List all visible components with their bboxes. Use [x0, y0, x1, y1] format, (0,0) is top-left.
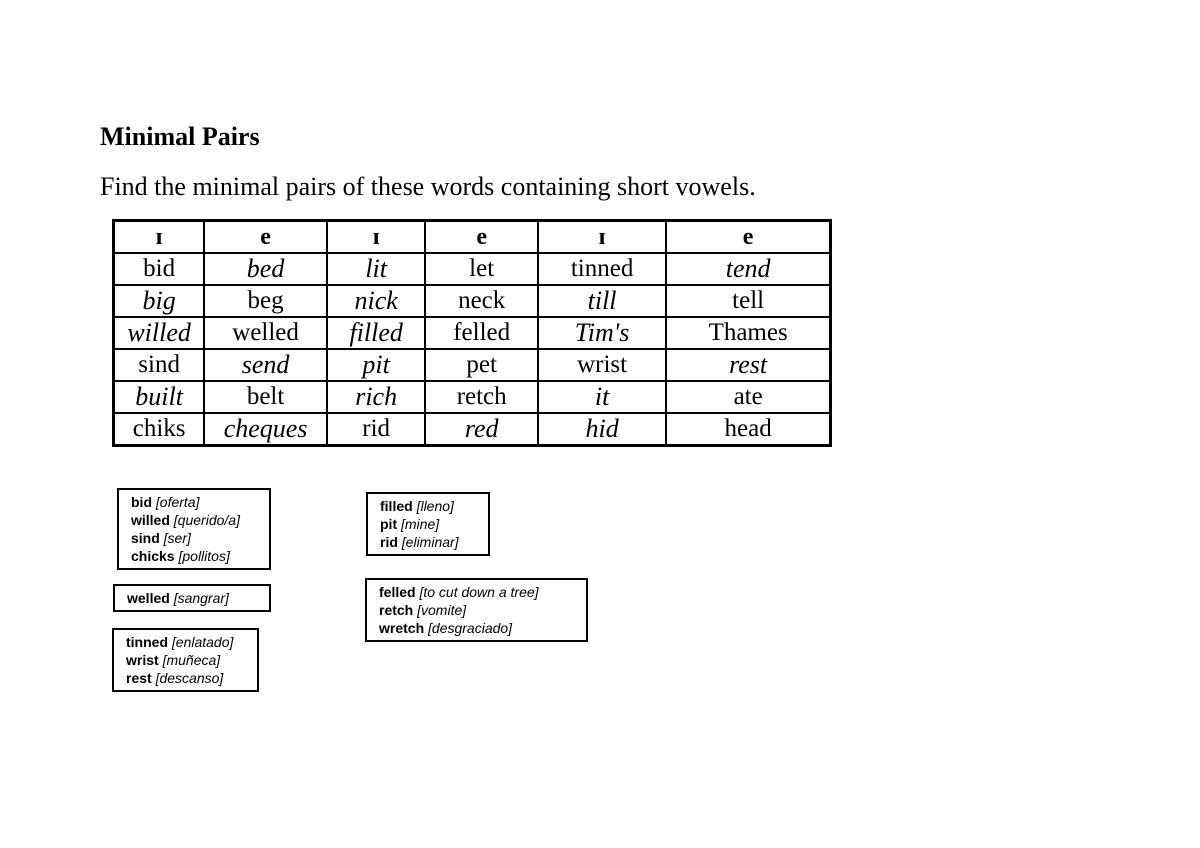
table-cell: rid [327, 413, 426, 446]
table-cell: beg [204, 285, 327, 317]
glossary-translation: [descanso] [155, 670, 224, 686]
glossary-word: rid [380, 534, 398, 550]
glossary-entry [127, 589, 259, 607]
table-row [114, 349, 831, 381]
column-header: e [204, 221, 327, 254]
table-cell: bid [114, 253, 205, 285]
table-cell: bed [204, 253, 327, 285]
glossary-word: welled [127, 590, 170, 606]
glossary-entry [379, 583, 576, 601]
glossary-translation: [pollitos] [178, 548, 230, 564]
glossary-translation: [lleno] [416, 498, 454, 514]
column-header: ɪ [114, 221, 205, 254]
glossary-word: willed [131, 512, 170, 528]
glossary-entry [131, 547, 259, 565]
table-cell: tinned [538, 253, 666, 285]
instructions: Find the minimal pairs of these words containing short vowels. [100, 172, 756, 201]
table-cell: hid [538, 413, 666, 446]
glossary-entry [131, 493, 259, 511]
glossary-word: felled [379, 584, 416, 600]
table-cell: welled [204, 317, 327, 349]
glossary-word: wretch [379, 620, 425, 636]
glossary-translation: [ser] [163, 530, 191, 546]
table-cell: Tim's [538, 317, 666, 349]
glossary-translation: [enlatado] [171, 634, 234, 650]
glossary-box [366, 492, 490, 556]
table-cell: sind [114, 349, 205, 381]
table-row [114, 317, 831, 349]
glossary-translation: [desgraciado] [428, 620, 513, 636]
table-cell: red [425, 413, 537, 446]
column-header: ɪ [538, 221, 666, 254]
glossary-entry [379, 619, 576, 637]
table-cell: pet [425, 349, 537, 381]
table-cell: built [114, 381, 205, 413]
table-cell: retch [425, 381, 537, 413]
table-row [114, 253, 831, 285]
table-cell: pit [327, 349, 426, 381]
table-cell: nick [327, 285, 426, 317]
glossary-translation: [sangrar] [173, 590, 229, 606]
glossary-entry [380, 497, 478, 515]
column-header: ɪ [327, 221, 426, 254]
table-cell: rich [327, 381, 426, 413]
table-cell: neck [425, 285, 537, 317]
glossary-entry [379, 601, 576, 619]
glossary-word: wrist [126, 652, 159, 668]
table-cell: belt [204, 381, 327, 413]
table-header-row [114, 221, 831, 254]
glossary-translation: [muñeca] [162, 652, 221, 668]
table-cell: wrist [538, 349, 666, 381]
table-cell: tell [666, 285, 830, 317]
table-cell: tend [666, 253, 830, 285]
page-title: Minimal Pairs [100, 122, 260, 151]
table-cell: head [666, 413, 830, 446]
table-row [114, 413, 831, 446]
glossary-word: tinned [126, 634, 168, 650]
table-row [114, 381, 831, 413]
table-cell: till [538, 285, 666, 317]
glossary-entry [380, 533, 478, 551]
table-cell: willed [114, 317, 205, 349]
glossary-translation: [to cut down a tree] [419, 584, 539, 600]
table-cell: Thames [666, 317, 830, 349]
table-cell: rest [666, 349, 830, 381]
table-cell: cheques [204, 413, 327, 446]
table-cell: chiks [114, 413, 205, 446]
glossary-translation: [eliminar] [401, 534, 459, 550]
glossary-word: sind [131, 530, 160, 546]
glossary-word: filled [380, 498, 413, 514]
table-cell: let [425, 253, 537, 285]
glossary-word: rest [126, 670, 152, 686]
table-cell: send [204, 349, 327, 381]
glossary-word: pit [380, 516, 398, 532]
table-cell: big [114, 285, 205, 317]
glossary-translation: [querido/a] [173, 512, 240, 528]
column-header: e [666, 221, 830, 254]
minimal-pairs-table [112, 219, 832, 447]
table-cell: it [538, 381, 666, 413]
glossary-word: bid [131, 494, 152, 510]
glossary-word: retch [379, 602, 414, 618]
glossary-box [117, 488, 271, 570]
glossary-translation: [vomite] [417, 602, 467, 618]
glossary-word: chicks [131, 548, 175, 564]
glossary-entry [126, 669, 247, 687]
table-row [114, 285, 831, 317]
table-cell: felled [425, 317, 537, 349]
column-header: e [425, 221, 537, 254]
glossary-entry [131, 529, 259, 547]
glossary-box [113, 584, 271, 612]
table-cell: ate [666, 381, 830, 413]
glossary-box [365, 578, 588, 642]
glossary-entry [380, 515, 478, 533]
glossary-entry [126, 651, 247, 669]
glossary-translation: [oferta] [155, 494, 200, 510]
table-cell: filled [327, 317, 426, 349]
table-cell: lit [327, 253, 426, 285]
glossary-entry [131, 511, 259, 529]
glossary-box [112, 628, 259, 692]
glossary-translation: [mine] [401, 516, 440, 532]
glossary-entry [126, 633, 247, 651]
